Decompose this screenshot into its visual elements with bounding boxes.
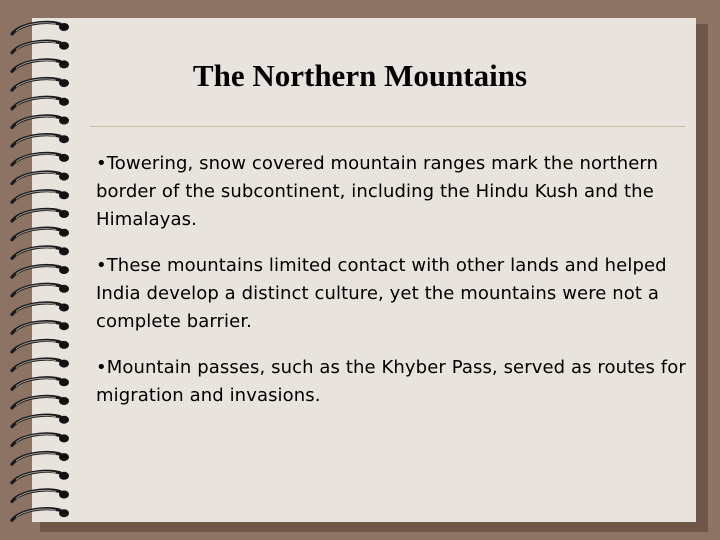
slide-body (96, 150, 686, 428)
title-divider (90, 126, 685, 127)
binding-ring (12, 153, 69, 165)
slide-title: The Northern Mountains (192, 58, 528, 93)
binding-ring (12, 322, 69, 334)
binding-ring (12, 434, 69, 446)
binding-ring (12, 209, 69, 221)
bullet-item: •Mountain passes, such as the Khyber Pass, served as routes for migration and invasions. (96, 357, 686, 406)
binding-ring (12, 172, 69, 184)
bullet-item: •Towering, snow covered mountain ranges mark the northern border of the subcontinent, including the Hindu Kush and the Himalayas. (96, 153, 659, 230)
binding-ring (12, 378, 69, 390)
binding-ring (12, 396, 69, 408)
binding-ring (12, 41, 69, 53)
binding-ring (12, 453, 69, 465)
binding-ring (12, 284, 69, 296)
binding-ring (12, 228, 69, 240)
binding-ring (12, 116, 69, 128)
binding-ring (12, 135, 69, 147)
binding-ring (12, 340, 69, 352)
binding-ring (12, 509, 69, 521)
binding-ring (12, 471, 69, 483)
binding-ring (12, 22, 69, 34)
binding-ring (12, 97, 69, 109)
binding-ring (12, 303, 69, 315)
binding-ring (12, 490, 69, 502)
binding-ring (12, 247, 69, 259)
binding-ring (12, 266, 69, 278)
binding-ring (12, 359, 69, 371)
binding-ring (12, 191, 69, 203)
bullet-item: •These mountains limited contact with other lands and helped India develop a distinct culture, yet the mountains were not a complete barrier. (96, 255, 667, 332)
binding-ring (12, 415, 69, 427)
